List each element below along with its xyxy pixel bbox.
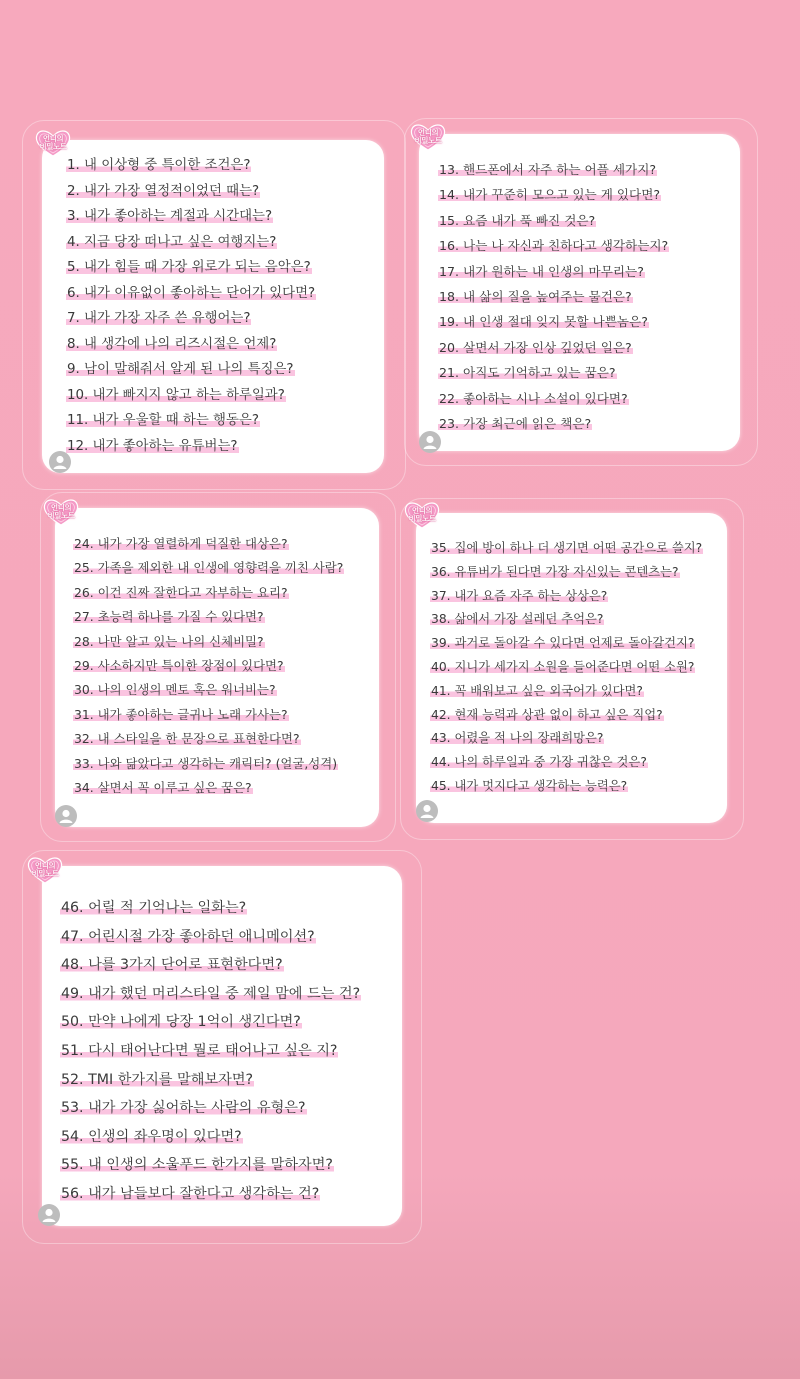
question-text: 48. 나를 3가지 단어로 표현한다면? [61, 957, 283, 974]
question-item [66, 179, 316, 205]
question-text: 44. 나의 하루일과 중 가장 귀찮은 것은? [431, 755, 647, 770]
avatar [416, 800, 438, 822]
question-item [66, 306, 316, 332]
question-list-1 [66, 153, 316, 459]
question-list-2 [438, 157, 669, 436]
badge-text: 언니의 비밀노트 [47, 503, 75, 520]
user-icon [49, 451, 71, 473]
question-text: 45. 내가 멋지다고 생각하는 능력은? [431, 778, 628, 793]
question-text: 30. 나의 인생의 멘토 혹은 워너비는? [74, 682, 276, 698]
question-item [60, 1123, 361, 1152]
question-item [73, 752, 344, 776]
badge-text: 언니의 비밀노트 [414, 128, 442, 145]
question-item [430, 727, 703, 751]
question-item [66, 383, 316, 409]
question-item [438, 309, 669, 334]
question-text: 13. 핸드폰에서 자주 하는 어플 세가지? [439, 162, 657, 177]
question-card-4 [416, 513, 727, 823]
question-text: 40. 지니가 세가지 소원을 들어준다면 어떤 소원? [431, 659, 695, 674]
question-text: 28. 나만 알고 있는 나의 신체비밀? [74, 633, 264, 649]
question-card-5 [42, 866, 402, 1226]
question-item [430, 704, 703, 728]
question-item [60, 1008, 361, 1037]
question-text: 34. 살면서 꼭 이루고 싶은 꿈은? [74, 780, 252, 796]
question-text: 52. TMI 한가지를 말해보자면? [61, 1071, 254, 1088]
user-icon [55, 805, 77, 827]
question-item [66, 357, 316, 383]
question-item [60, 894, 361, 923]
question-text: 14. 내가 꾸준히 모으고 있는 게 있다면? [439, 187, 661, 203]
question-text: 38. 삶에서 가장 설레던 추억은? [431, 612, 604, 627]
question-text: 29. 사소하지만 특이한 장점이 있다면? [74, 658, 284, 674]
question-item [73, 703, 344, 727]
question-text: 5. 내가 힘들 때 가장 위로가 되는 음악은? [67, 260, 311, 275]
question-text: 11. 내가 우울할 때 하는 행동은? [67, 413, 259, 428]
question-text: 33. 나와 닮았다고 생각하는 캐릭터? (얼굴,성격) [74, 755, 338, 771]
question-item [430, 680, 703, 704]
question-item [430, 561, 703, 585]
question-item [60, 1066, 361, 1095]
question-item [430, 537, 703, 561]
question-item [60, 1151, 361, 1180]
question-text: 27. 초능력 하나를 가질 수 있다면? [74, 609, 264, 625]
question-text: 36. 유튜버가 된다면 가장 자신있는 콘텐츠는? [431, 564, 679, 579]
avatar [419, 431, 441, 453]
question-item [66, 408, 316, 434]
question-item [66, 332, 316, 358]
question-item [60, 923, 361, 952]
user-icon [38, 1204, 60, 1226]
question-text: 16. 나는 나 자신과 친하다고 생각하는지? [439, 238, 669, 254]
question-card-2 [419, 134, 740, 451]
question-text: 53. 내가 가장 싫어하는 사람의 유형은? [61, 1100, 306, 1117]
question-item [438, 284, 669, 309]
badge-text: 언니의 비밀노트 [408, 506, 436, 523]
question-item [73, 678, 344, 702]
question-item [60, 1037, 361, 1066]
question-item [60, 1180, 361, 1209]
question-text: 55. 내 인생의 소울푸드 한가지를 말하자면? [61, 1157, 333, 1174]
question-text: 19. 내 인생 절대 잊지 못할 나쁜놈은? [439, 314, 648, 330]
question-text: 21. 아직도 기억하고 있는 꿈은? [439, 365, 616, 381]
question-item [438, 182, 669, 207]
question-item [430, 775, 703, 799]
question-text: 20. 살면서 가장 인상 깊었던 일은? [439, 339, 632, 355]
question-text: 15. 요즘 내가 푹 빠진 것은? [439, 212, 596, 228]
avatar [38, 1204, 60, 1226]
avatar [49, 451, 71, 473]
badge-text: 언니의 비밀노트 [31, 861, 59, 878]
question-item [438, 233, 669, 258]
question-text: 22. 좋아하는 시나 소설이 있다면? [439, 390, 628, 406]
question-item [430, 656, 703, 680]
question-text: 32. 내 스타일을 한 문장으로 표현한다면? [74, 731, 300, 747]
question-item [438, 157, 669, 182]
question-item [430, 608, 703, 632]
question-text: 35. 집에 방이 하나 더 생기면 어떤 공간으로 쓸지? [431, 541, 703, 555]
question-item [73, 727, 344, 751]
secret-note-badge [42, 497, 80, 527]
question-list-5 [60, 894, 361, 1209]
question-item [438, 411, 669, 436]
question-text: 39. 과거로 돌아갈 수 있다면 언제로 돌아갈건지? [431, 636, 695, 651]
question-item [438, 360, 669, 385]
question-text: 9. 남이 말해줘서 알게 된 나의 특징은? [67, 362, 294, 377]
question-item [66, 255, 316, 281]
question-item [438, 386, 669, 411]
question-item [430, 751, 703, 775]
question-item [73, 630, 344, 654]
secret-note-badge [403, 500, 441, 530]
question-item [430, 585, 703, 609]
question-list-4 [430, 537, 703, 799]
question-text: 43. 어렸을 적 나의 장래희망은? [431, 731, 604, 746]
question-text: 2. 내가 가장 열정적이었던 때는? [67, 183, 260, 199]
question-text: 46. 어릴 적 기억나는 일화는? [61, 900, 247, 916]
question-text: 49. 내가 했던 머리스타일 중 제일 맘에 드는 건? [61, 985, 361, 1002]
user-icon [419, 431, 441, 453]
question-item [73, 605, 344, 629]
question-text: 18. 내 삶의 질을 높여주는 물건은? [439, 289, 632, 305]
question-text: 7. 내가 가장 자주 쓴 유행어는? [67, 311, 251, 326]
question-text: 12. 내가 좋아하는 유튜버는? [67, 438, 238, 454]
question-item [73, 776, 344, 800]
secret-note-badge [409, 122, 447, 152]
avatar [55, 805, 77, 827]
question-item [60, 980, 361, 1009]
question-text: 37. 내가 요즘 자주 하는 상상은? [431, 588, 608, 603]
question-text: 42. 현재 능력과 상관 없이 하고 싶은 직업? [431, 707, 663, 722]
question-item [73, 532, 344, 556]
question-text: 24. 내가 가장 열렬하게 덕질한 대상은? [74, 536, 288, 551]
secret-note-badge [26, 855, 64, 885]
question-text: 47. 어린시절 가장 좋아하던 애니메이션? [61, 928, 315, 945]
question-item [66, 153, 316, 179]
question-text: 1. 내 이상형 중 특이한 조건은? [67, 158, 251, 173]
question-text: 41. 꼭 배워보고 싶은 외국어가 있다면? [431, 683, 643, 698]
question-item [73, 556, 344, 580]
question-text: 10. 내가 빠지지 않고 하는 하루일과? [67, 387, 285, 403]
question-text: 51. 다시 태어난다면 뭘로 태어나고 싶은 지? [61, 1042, 338, 1059]
question-item [60, 1094, 361, 1123]
user-icon [416, 800, 438, 822]
question-item [438, 335, 669, 360]
question-text: 4. 지금 당장 떠나고 싶은 여행지는? [67, 234, 277, 250]
question-text: 3. 내가 좋아하는 계절과 시간대는? [67, 209, 273, 224]
question-card-3 [55, 508, 379, 827]
question-item [66, 204, 316, 230]
question-text: 31. 내가 좋아하는 글귀나 노래 가사는? [74, 706, 288, 722]
secret-note-badge [34, 128, 72, 158]
question-text: 25. 가족을 제외한 내 인생에 영향력을 끼친 사람? [74, 560, 344, 576]
question-text: 23. 가장 최근에 읽은 책은? [439, 416, 592, 432]
question-item [66, 281, 316, 307]
question-item [66, 230, 316, 256]
question-text: 17. 내가 원하는 내 인생의 마무리는? [439, 263, 644, 279]
question-item [66, 434, 316, 460]
question-card-1 [42, 140, 384, 473]
question-item [60, 951, 361, 980]
question-text: 50. 만약 나에게 당장 1억이 생긴다면? [61, 1014, 301, 1031]
question-item [438, 259, 669, 284]
question-text: 54. 인생의 좌우명이 있다면? [61, 1128, 242, 1145]
badge-text: 언니의 비밀노트 [39, 134, 67, 151]
question-item [430, 632, 703, 656]
question-text: 6. 내가 이유없이 좋아하는 단어가 있다면? [67, 285, 316, 301]
question-text: 26. 이건 진짜 잘한다고 자부하는 요리? [74, 584, 288, 600]
question-item [73, 654, 344, 678]
question-text: 56. 내가 남들보다 잘한다고 생각하는 건? [61, 1185, 320, 1202]
question-item [73, 581, 344, 605]
question-text: 8. 내 생각에 나의 리즈시절은 언제? [67, 336, 277, 352]
question-list-3 [73, 532, 344, 800]
question-item [438, 208, 669, 233]
